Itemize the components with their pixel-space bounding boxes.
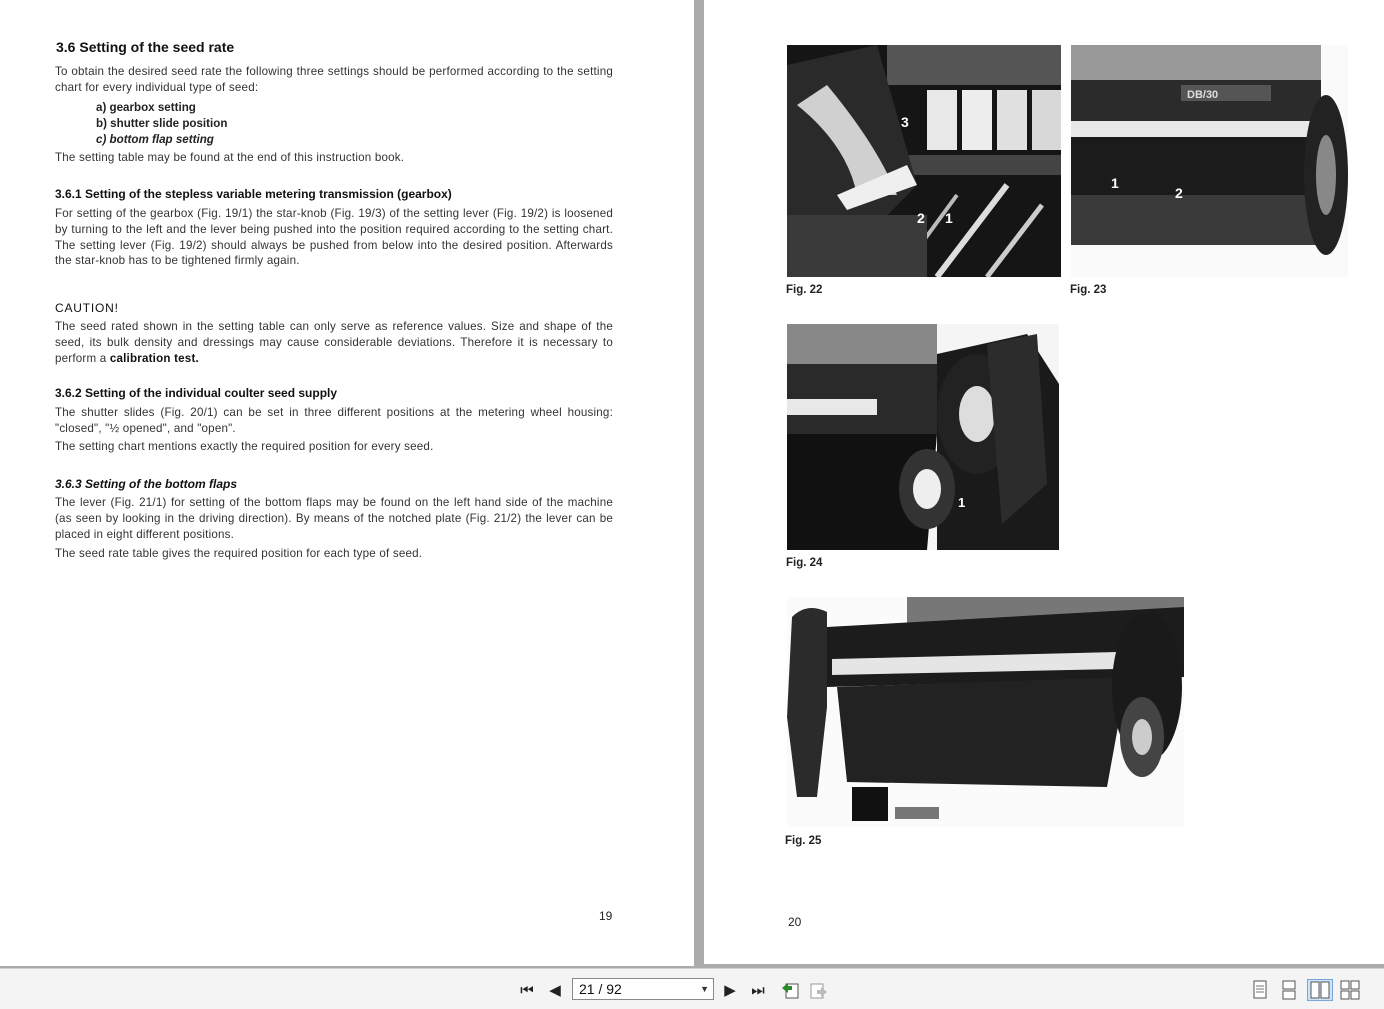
previous-page-button[interactable] [544,979,566,1001]
single-page-icon [1252,980,1268,1000]
page-number-right: 20 [788,915,802,929]
viewer-toolbar [0,968,1384,1009]
fig23-plate: DB/30 [1187,89,1219,101]
caution-emphasis: calibration test. [109,351,199,365]
right-page [704,0,1384,964]
go-forward-icon [809,980,829,1000]
fig24-callout-1: 1 [958,495,966,510]
page-selector[interactable] [572,978,714,1000]
caution-text [55,319,613,366]
first-page-icon: ⏮ [520,981,534,999]
next-page-icon: ▶ [724,982,736,999]
fig23-callout-2: 2 [1175,185,1183,201]
left-page [0,0,694,966]
subsection-title-3-6-1: 3.6.1 Setting of the stepless variable metering transmission (gearbox) [55,187,452,201]
settings-list [96,100,227,147]
subsection-text-3-6-2: The shutter slides (Fig. 20/1) can be set in three different positions at the metering wheel housing: "closed", "½ opened", and "open". [55,406,613,435]
fig22-callout-1: 1 [945,210,953,226]
figure-22-photo [787,45,1061,277]
fig22-callout-3: 3 [901,114,909,130]
list-item: a) gearbox setting [96,101,196,114]
caution-body: The seed rated shown in the setting table can only serve as reference values. Size and shape of the seed, its bulk density and dressings may cause considerable deviations. Therefore it is necessary to perform a [55,320,613,365]
intro-paragraph: To obtain the desired seed rate the following three settings should be performed according to the setting chart for every individual type of seed: [55,65,613,94]
subsection-title-3-6-3: 3.6.3 Setting of the bottom flaps [55,477,238,491]
table-note: The setting table may be found at the end of this instruction book. [55,151,405,164]
list-item: b) shutter slide position [96,116,228,130]
subsection-title-3-6-2: 3.6.2 Setting of the individual coulter seed supply [55,386,338,400]
last-page-button[interactable] [747,979,769,1001]
figure-25-caption: Fig. 25 [785,835,822,847]
subsection-text-3-6-3: The lever (Fig. 21/1) for setting of the bottom flaps may be found on the left hand side of the machine (as seen by looking in the driving direction). By means of the notched plate (Fig. 21/2) the lever can be placed in eight different positions. [55,496,613,541]
figure-25-photo [787,597,1184,827]
facing-icon [1310,981,1330,999]
fig22-callout-2: 2 [917,210,925,226]
page-indicator: 21 / 92 [579,981,622,997]
subsection-note-3-6-3: The seed rate table gives the required position for each type of seed. [55,547,423,560]
facing-continuous-view-button[interactable] [1339,979,1361,1001]
facing-view-button[interactable] [1307,979,1333,1001]
go-back-icon [780,980,800,1000]
first-page-button[interactable] [516,979,538,1001]
go-back-button[interactable] [779,979,801,1001]
section-title: 3.6 Setting of the seed rate [56,39,235,55]
continuous-view-button[interactable] [1278,979,1300,1001]
subsection-note-3-6-2: The setting chart mentions exactly the required position for every seed. [55,440,434,453]
figure-24-photo [787,324,1059,550]
page-number-left: 19 [599,909,613,923]
single-page-view-button[interactable] [1249,979,1271,1001]
next-page-button[interactable] [719,979,741,1001]
figure-24-caption: Fig. 24 [786,557,823,569]
last-page-icon: ⏭ [751,981,765,999]
chevron-down-icon: ▼ [700,984,709,994]
subsection-text-3-6-1: For setting of the gearbox (Fig. 19/1) the star-knob (Fig. 19/3) of the setting lever (Fig. 19/2) is loosened by turning to the left and the lever being pushed into the position required according to the setting chart. The setting lever (Fig. 19/2) should always be pushed from below into the desired position. Afterwards the star-knob has to be tightened firmly again. [55,207,613,268]
facing-continuous-icon [1340,980,1360,1000]
go-forward-button[interactable] [808,979,830,1001]
previous-page-icon: ◀ [549,982,561,999]
caution-title: CAUTION! [55,301,119,315]
list-item: c) bottom flap setting [96,132,214,146]
continuous-icon [1281,980,1297,1000]
figure-22-caption: Fig. 22 [786,284,823,296]
figure-23-caption: Fig. 23 [1070,284,1107,296]
figure-23-photo [1071,45,1348,277]
fig23-callout-1: 1 [1111,175,1119,191]
